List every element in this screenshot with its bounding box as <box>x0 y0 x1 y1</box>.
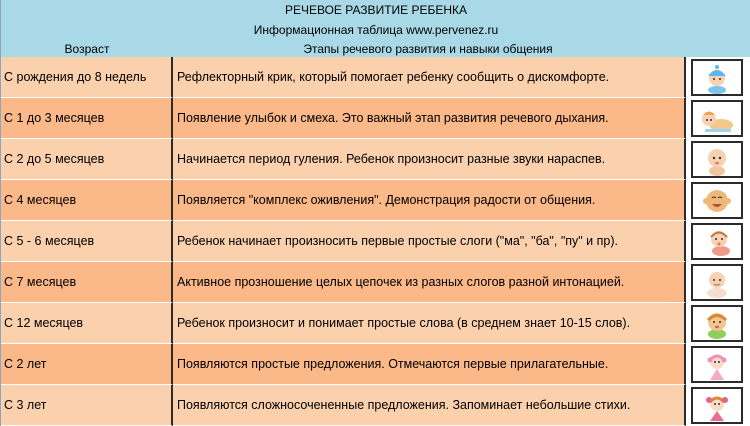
column-header-age: Возраст <box>64 41 110 56</box>
table-title-text: РЕЧЕВОЕ РАЗВИТИЕ РЕБЕНКА <box>284 3 468 17</box>
age-cell: С 7 месяцев <box>1 262 173 303</box>
table-subtitle-text: Информационная таблица www.pervenez.ru <box>253 23 499 37</box>
table-row <box>1 344 750 385</box>
table-subtitle <box>1 20 750 40</box>
laughing-baby-icon <box>691 182 743 219</box>
stage-cell: Появляются простые предложения. Отмечаются первые прилагательные. <box>173 344 686 385</box>
stage-cell: Появляется "комплекс оживления". Демонстрация радости от общения. <box>173 180 686 221</box>
table-row <box>1 262 750 303</box>
girl-in-pink-icon <box>691 346 743 383</box>
age-cell: С 3 лет <box>1 385 173 426</box>
table-row <box>1 57 750 98</box>
age-cell: С 2 до 5 месяцев <box>1 139 173 180</box>
crawling-baby-icon <box>691 100 743 137</box>
table-title <box>1 0 750 20</box>
sitting-baby-icon <box>691 264 743 301</box>
age-cell: С 2 лет <box>1 344 173 385</box>
age-cell: С 5 - 6 месяцев <box>1 221 173 262</box>
table-row <box>1 180 750 221</box>
baby-face-icon <box>691 141 743 178</box>
stage-cell: Активное прозношение целых цепочек из разных слогов разной интонацией. <box>173 262 686 303</box>
table-row <box>1 221 750 262</box>
stage-cell: Ребенок начинает произносить первые простые слоги ("ма", "ба", "пу" и пр). <box>173 221 686 262</box>
column-header-stage: Этапы речевого развития и навыки общения <box>303 41 553 56</box>
age-cell: С 12 месяцев <box>1 303 173 344</box>
stage-cell: Ребенок произносит и понимает простые слова (в среднем знает 10-15 слов). <box>173 303 686 344</box>
stage-cell: Появляются сложносочененные предложения. Запоминает небольшие стихи. <box>173 385 686 426</box>
age-cell: С рождения до 8 недель <box>1 57 173 98</box>
table-row <box>1 98 750 139</box>
stage-cell: Начинается период гуления. Ребенок произносит разные звуки нараспев. <box>173 139 686 180</box>
girl-with-bows-icon <box>691 387 743 424</box>
table-row <box>1 385 750 426</box>
table-row <box>1 303 750 344</box>
stage-cell: Рефлекторный крик, который помогает ребенку сообщить о дискомфорте. <box>173 57 686 98</box>
toddler-icon <box>691 305 743 342</box>
table-body <box>1 57 750 426</box>
column-headers <box>1 40 750 57</box>
baby-in-blue-hat-icon <box>691 59 743 96</box>
age-cell: С 4 месяцев <box>1 180 173 221</box>
age-cell: С 1 до 3 месяцев <box>1 98 173 139</box>
babbling-baby-icon <box>691 223 743 260</box>
stage-cell: Появление улыбок и смеха. Это важный этап развития речевого дыхания. <box>173 98 686 139</box>
table-row <box>1 139 750 180</box>
